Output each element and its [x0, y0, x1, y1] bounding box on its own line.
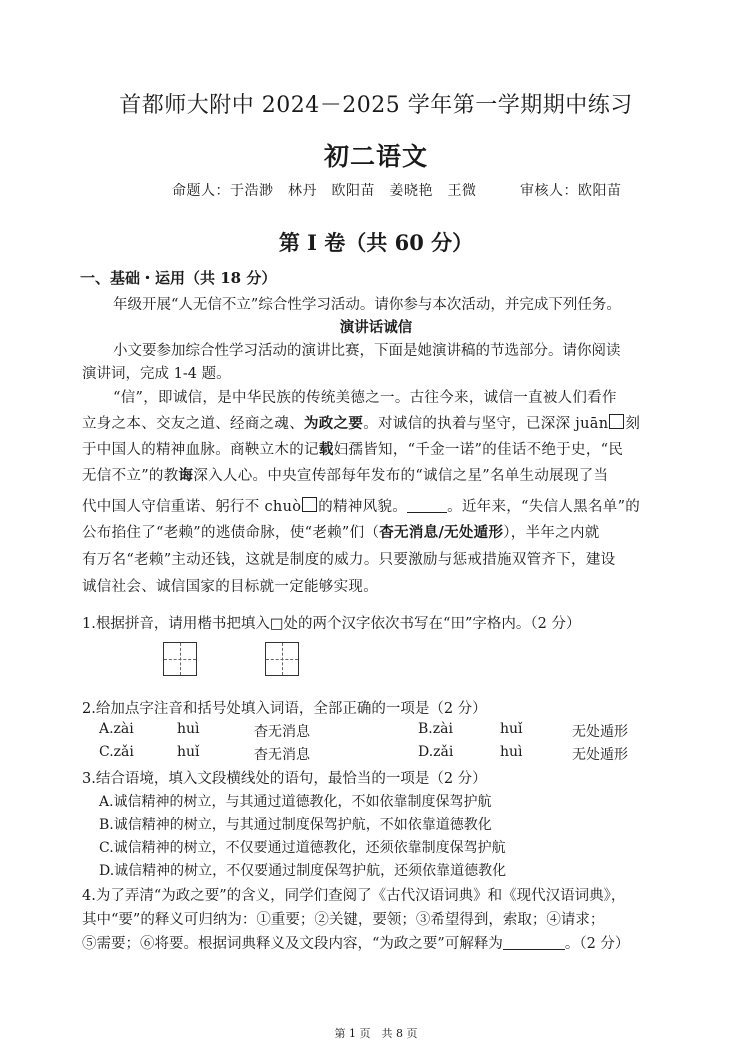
passage-line-6: 公布掐住了“老赖”的逃债命脉，使“老赖”们（杳无消息/无处遁形），半年之内就 — [82, 524, 600, 541]
question-4-line-3: ⑤需要；⑥将要。根据词典释义及文段内容，“为政之要”可解释为 。（2 分） — [82, 936, 630, 952]
authors-line: 命题人：于浩渺 林丹 欧阳苗 姜晓艳 王微 — [172, 183, 477, 199]
section-heading: 一、基础・运用（共 18 分） — [80, 269, 277, 287]
answer-box — [609, 414, 624, 429]
section-intro: 年级开展“人无信不立”综合性学习活动。请你参与本次活动，并完成下列任务。 — [113, 297, 621, 313]
answer-box — [302, 497, 317, 512]
q3-option-d[interactable]: D.诚信精神的树立，不仅要通过制度保驾护航，还须依靠道德教化 — [99, 863, 507, 879]
fill-blank — [407, 512, 447, 513]
passage-line-3: 于中国人的精神血脉。商鞅立木的记载妇孺皆知，“千金一诺”的佳话不绝于史，“民 — [82, 441, 624, 458]
lead-line-2: 演讲词，完成 1-4 题。 — [82, 366, 231, 382]
speech-title: 演讲话诚信 — [339, 319, 413, 336]
q3-option-c[interactable]: C.诚信精神的树立，不仅要通过道德教化，还须依靠制度保驾护航 — [99, 840, 506, 856]
word-choice: 杳无消息/无处遁形 — [379, 524, 504, 541]
passage-line-1: “信”，即诚信，是中华民族的传统美德之一。古往今来，诚信一直被人们看作 — [113, 390, 617, 406]
key-phrase: 为政之要 — [304, 415, 364, 432]
volume-title: 第 I 卷（共 60 分） — [278, 230, 474, 255]
passage-line-2: 立身之本、交友之道、经商之魂、为政之要。对诚信的执着与坚守，已深深 juān 刻 — [82, 415, 641, 432]
school-title: 首都师大附中 2024－2025 学年第一学期期中练习 — [119, 93, 633, 118]
question-4-line-2: 其中“要”的释义可归纳为：①重要；②关键，要领；③希望得到，索取；④请求； — [82, 912, 605, 928]
question-1: 1.根据拼音，请用楷书把填入□处的两个汉字依次书写在“田”字格内。（2 分） — [82, 616, 581, 632]
subject-title: 初二语文 — [323, 142, 428, 171]
lead-line-1: 小文要参加综合性学习活动的演讲比赛，下面是她演讲稿的节选部分。请你阅读 — [113, 343, 621, 359]
q3-option-a[interactable]: A.诚信精神的树立，与其通过道德教化，不如依靠制度保驾护航 — [99, 794, 492, 810]
dotted-char: 载 — [318, 441, 334, 458]
passage-line-7: 有万名“老赖”主动还钱，这就是制度的威力。只要激励与惩戒措施双管齐下，建设 — [82, 552, 616, 568]
reviewer-line: 审核人：欧阳苗 — [520, 183, 622, 199]
page-footer: 第 1 页 共 8 页 — [334, 1027, 418, 1040]
answer-blank[interactable] — [503, 949, 565, 950]
q2-option-c[interactable]: C.zǎi huǐ 杳无消息 — [99, 744, 310, 763]
passage-line-8: 诚信社会、诚信国家的目标就一定能够实现。 — [82, 579, 378, 595]
passage-line-4: 无信不立”的教诲深入人心。中央宣传部每年发布的“诚信之星”名单生动展现了当 — [82, 467, 609, 484]
passage-line-5: 代中国人守信重诺、躬行不 chuò 的精神风貌。 。近年来，“失信人黑名单”的 — [82, 499, 641, 515]
question-2: 2.给加点字注音和括号处填入词语，全部正确的一项是（2 分） — [82, 701, 487, 717]
tian-grid-2[interactable] — [265, 642, 299, 676]
q2-option-a[interactable]: A.zài huì 杳无消息 — [99, 721, 310, 740]
question-4-line-1: 4.为了弄清“为政之要”的含义，同学们查阅了《古代汉语词典》和《现代汉语词典》， — [82, 888, 626, 904]
dotted-char: 诲 — [178, 467, 194, 484]
tian-grid-1[interactable] — [163, 642, 197, 676]
q3-option-b[interactable]: B.诚信精神的树立，与其通过制度保驾护航，不如依靠道德教化 — [99, 817, 492, 833]
q2-option-d[interactable]: D.zǎi huì 无处遁形 — [418, 744, 628, 763]
q2-option-b[interactable]: B.zài huǐ 无处遁形 — [418, 721, 628, 740]
question-3: 3.结合语境，填入文段横线处的语句，最恰当的一项是（2 分） — [82, 771, 487, 787]
